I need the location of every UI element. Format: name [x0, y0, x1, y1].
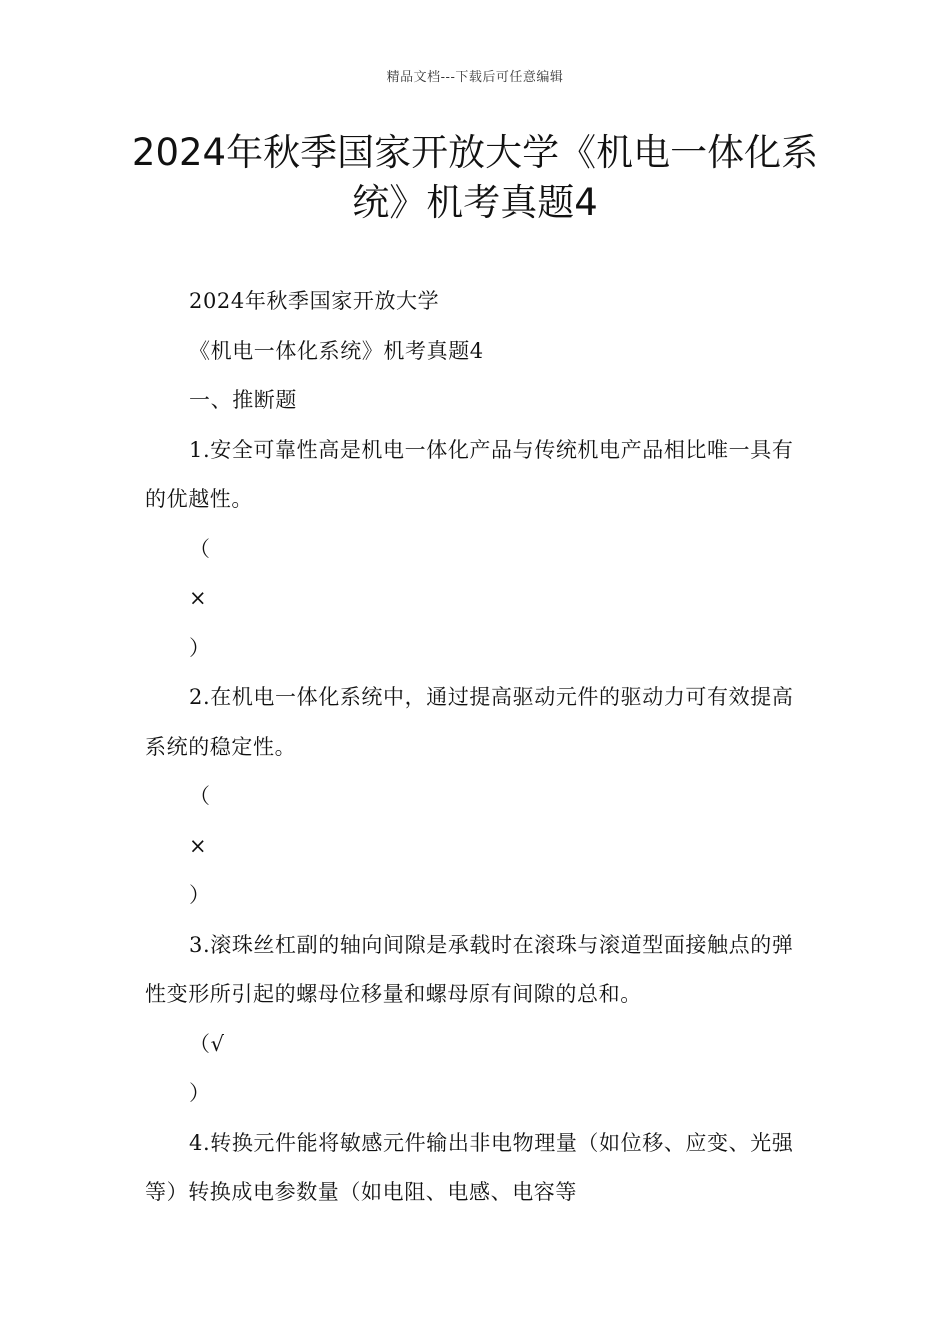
answer-close-paren: ） [189, 883, 211, 907]
answer-open-paren: （ [189, 536, 211, 561]
answer-close-paren: ） [189, 1081, 211, 1105]
document-body [145, 277, 807, 1218]
section-heading: 一、推断题 [189, 388, 297, 412]
answer-mark: × [189, 833, 208, 858]
answer-open-paren: （ [189, 784, 211, 808]
answer-close-paren: ） [189, 635, 211, 660]
document-title: 2024年秋季国家开放大学《机电一体化系统》机考真题4 [131, 131, 819, 224]
question-2: 2.在机电一体化系统中，通过提高驱动元件的驱动力可有效提高系统的稳定性。 [145, 685, 794, 759]
header-note: 精品文档---下载后可任意编辑 [386, 70, 564, 85]
answer-mark: × [189, 586, 208, 610]
paragraph: 2024年秋季国家开放大学 [189, 289, 440, 313]
paragraph: 《机电一体化系统》机考真题4 [189, 338, 484, 363]
question-1: 1.安全可靠性高是机电一体化产品与传统机电产品相比唯一具有的优越性。 [145, 437, 794, 511]
question-3: 3.滚珠丝杠副的轴向间隙是承载时在滚珠与滚道型面接触点的弹性变形所引起的螺母位移量和螺母原有间隙的总和。 [145, 932, 794, 1006]
answer-mark: （√ [189, 1031, 225, 1056]
question-4: 4.转换元件能将敏感元件输出非电物理量（如位移、应变、光强等）转换成电参数量（如电阻、电感、电容等 [145, 1130, 794, 1204]
